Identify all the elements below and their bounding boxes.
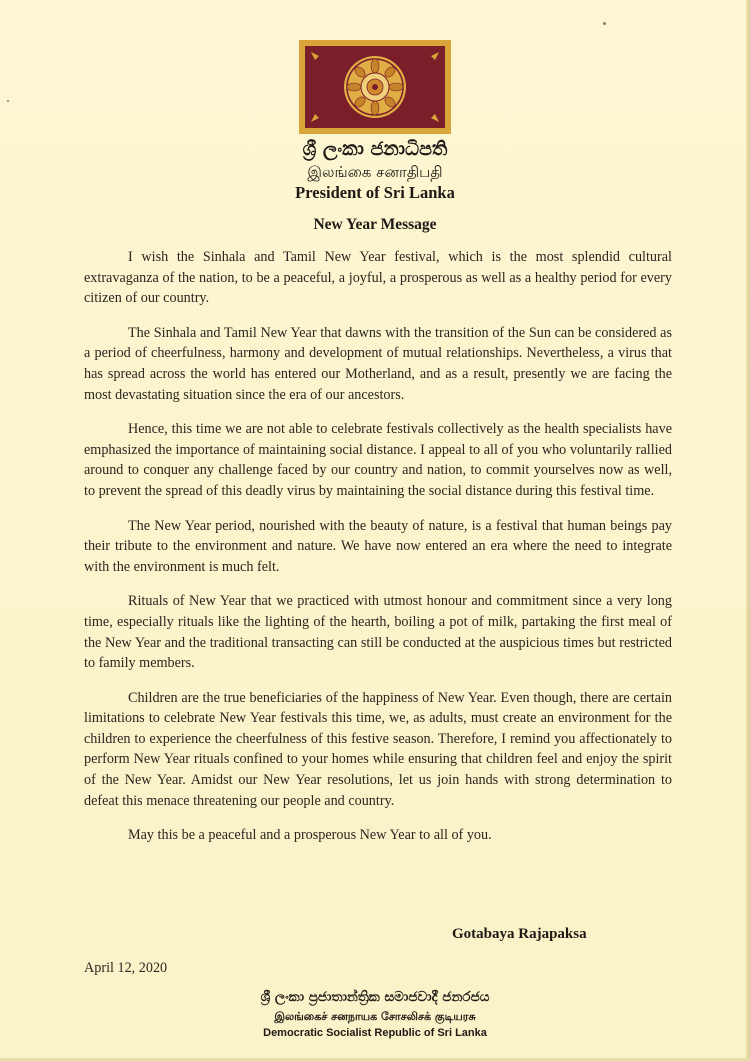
message-paragraph: The Sinhala and Tamil New Year that dawns with the transition of the Sun can be considered as a period of cheerfulness, harmony and development of mutual relationships. Nevertheless, a virus that has spread across the world has entered our Motherland, and as a result, presently we are facing the most devastating situation since the era of our ancestors.: [84, 324, 672, 403]
presidential-emblem-icon: [299, 40, 451, 134]
letter-date: April 12, 2020: [84, 960, 168, 976]
title-sinhala: ශ්‍රී ලංකා ජනාධිපති: [302, 138, 448, 160]
signature-name: Gotabaya Rajapaksa: [452, 926, 587, 942]
paper-speck: [603, 22, 606, 25]
message-paragraph: Rituals of New Year that we practiced with utmost honour and commitment since a very long time, especially rituals like the lighting of the hearth, boiling a pot of milk, partaking the first meal of the New Year and the traditional transacting can still be conducted at the auspicious times but restricted to family members.: [84, 593, 672, 672]
message-paragraph: The New Year period, nourished with the beauty of nature, is a festival that human beings pay their tribute to the environment and nature. We have now entered an era where the need to integrate with the environment is much felt.: [84, 517, 672, 575]
footer-sinhala: ශ්‍රී ලංකා ප්‍රජාතාන්ත්‍රික සමාජවාදී ජනරජය: [260, 989, 490, 1005]
message-paragraph: Hence, this time we are not able to celebrate festivals collectively as the health specialists have emphasized the importance of maintaining social distance. I appeal to all of you who voluntarily rallied around to conquer any challenge faced by our country and nation, to commit yourselves now as well, to prevent the spread of this deadly virus by maintaining the social distance during this festival time.: [84, 421, 672, 499]
paper-speck: [7, 100, 9, 102]
footer-tamil: இலங்கைச் சனநாயக சோசலிசக் குடியரசு: [274, 1010, 476, 1023]
message-paragraph: I wish the Sinhala and Tamil New Year festival, which is the most splendid cultural extravaganza of the nation, to be a peaceful, a joyful, a prosperous as well as a healthy period for every citizen of our country.: [84, 249, 672, 307]
message-paragraph: Children are the true beneficiaries of the happiness of New Year. Even though, there are certain limitations to celebrate New Year festivals this time, we, as adults, must create an environment for the children to experience the cheerfulness of this festive season. Therefore, I remind you affectionately to perform New Year rituals confined to your homes while ensuring that children feel and enjoy the spirit of the New Year. Amidst our New Year resolutions, let us join hands with strong determination to defeat this menace threatening our people and country.: [84, 689, 672, 809]
message-paragraph: May this be a peaceful and a prosperous New Year to all of you.: [128, 827, 492, 844]
title-tamil: இலங்கை சனாதிபதி: [307, 163, 443, 181]
message-body: [84, 247, 672, 860]
title-english: President of Sri Lanka: [295, 183, 455, 202]
footer-english: Democratic Socialist Republic of Sri Lanka: [263, 1027, 487, 1039]
message-heading: New Year Message: [313, 216, 437, 233]
